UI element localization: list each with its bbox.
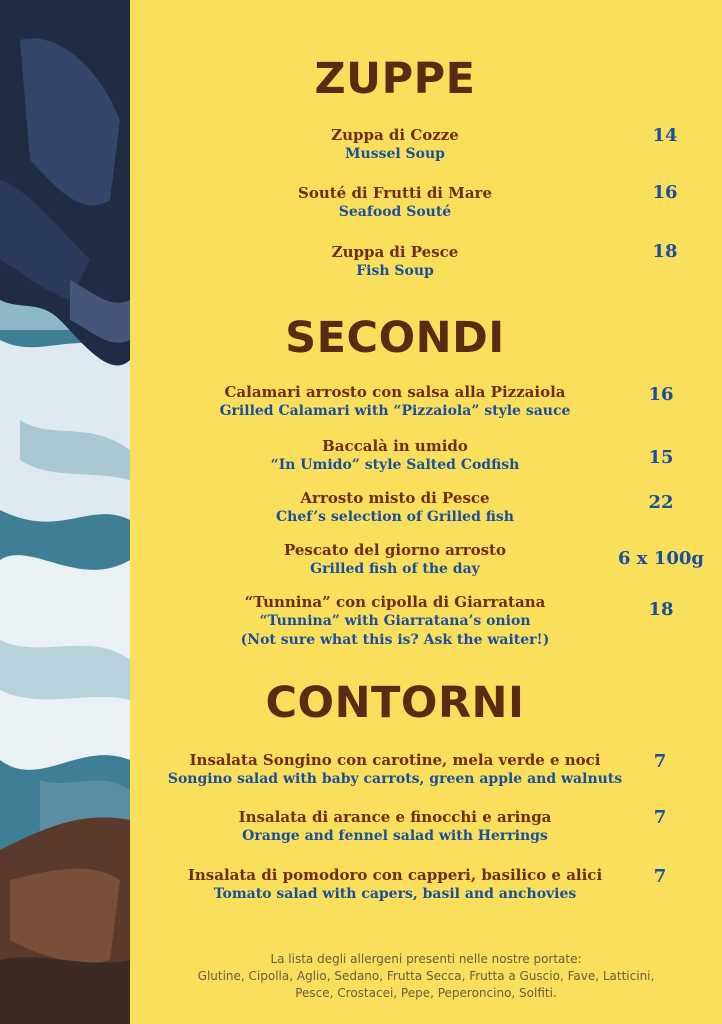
item-name-italian: Zuppa di Pesce xyxy=(331,243,459,261)
menu-item xyxy=(130,437,660,475)
menu-item xyxy=(130,184,660,222)
allergen-note-line: La lista degli allergeni presenti nelle nostre portate: xyxy=(270,952,582,966)
item-name-italian: Zuppa di Cozze xyxy=(331,126,459,144)
menu-item xyxy=(130,243,660,281)
item-name-italian: Insalata Songino con carotine, mela verde e noci xyxy=(189,751,601,769)
item-name-english: “Tunnina” with Giarratana’s onion xyxy=(259,613,531,629)
menu-item xyxy=(130,489,660,527)
item-name-english: Orange and fennel salad with Herrings xyxy=(242,828,548,844)
item-name-italian: Insalata di pomodoro con capperi, basilico e alici xyxy=(187,866,603,884)
menu-item xyxy=(130,593,660,650)
section-title-zuppe: ZUPPE xyxy=(314,54,476,104)
item-price: 15 xyxy=(648,447,674,468)
item-price: 7 xyxy=(653,807,667,828)
item-name-english: Grilled Calamari with “Pizzaiola” style sauce xyxy=(219,403,571,419)
seascape-painting xyxy=(0,0,130,1024)
menu-item xyxy=(130,541,660,579)
menu-item xyxy=(130,808,660,846)
item-name-english: “In Umido” style Salted Codfish xyxy=(270,457,520,473)
item-price: 18 xyxy=(648,599,674,620)
section-title-secondi: SECONDI xyxy=(285,313,505,363)
menu-item xyxy=(130,126,660,164)
item-note: (Not sure what this is? Ask the waiter!) xyxy=(240,632,550,648)
item-price: 16 xyxy=(652,182,678,203)
item-name-italian: “Tunnina” con cipolla di Giarratana xyxy=(244,593,546,611)
menu-item xyxy=(130,383,660,421)
item-name-english: Grilled fish of the day xyxy=(310,561,480,577)
item-name-italian: Insalata di arance e finocchi e aringa xyxy=(238,808,552,826)
allergen-note-line: Pesce, Crostacei, Pepe, Peperoncino, Solfiti. xyxy=(295,986,557,1000)
item-price: 7 xyxy=(653,751,667,772)
allergen-note xyxy=(130,951,722,1002)
item-name-english: Seafood Souté xyxy=(338,204,452,220)
menu-item xyxy=(130,751,660,789)
item-name-english: Mussel Soup xyxy=(345,146,445,162)
item-price: 14 xyxy=(652,125,678,146)
item-name-italian: Pescato del giorno arrosto xyxy=(284,541,506,559)
item-name-italian: Arrosto misto di Pesce xyxy=(300,489,490,507)
item-name-italian: Souté di Frutti di Mare xyxy=(298,184,492,202)
menu-page xyxy=(130,0,722,1024)
item-name-english: Fish Soup xyxy=(356,263,434,279)
menu-item xyxy=(130,866,660,904)
item-name-english: Tomato salad with capers, basil and anchovies xyxy=(213,886,577,902)
item-price: 6 x 100g xyxy=(618,548,704,569)
item-price: 22 xyxy=(648,492,674,513)
item-name-english: Songino salad with baby carrots, green apple and walnuts xyxy=(167,771,623,787)
item-price: 18 xyxy=(652,241,678,262)
allergen-note-line: Glutine, Cipolla, Aglio, Sedano, Frutta Secca, Frutta a Guscio, Fave, Latticini, xyxy=(197,969,655,983)
item-name-italian: Baccalà in umido xyxy=(322,437,468,455)
item-price: 7 xyxy=(653,866,667,887)
item-name-italian: Calamari arrosto con salsa alla Pizzaiola xyxy=(224,383,566,401)
item-name-english: Chef’s selection of Grilled fish xyxy=(276,509,514,525)
section-title-contorni: CONTORNI xyxy=(265,678,525,728)
item-price: 16 xyxy=(648,384,674,405)
